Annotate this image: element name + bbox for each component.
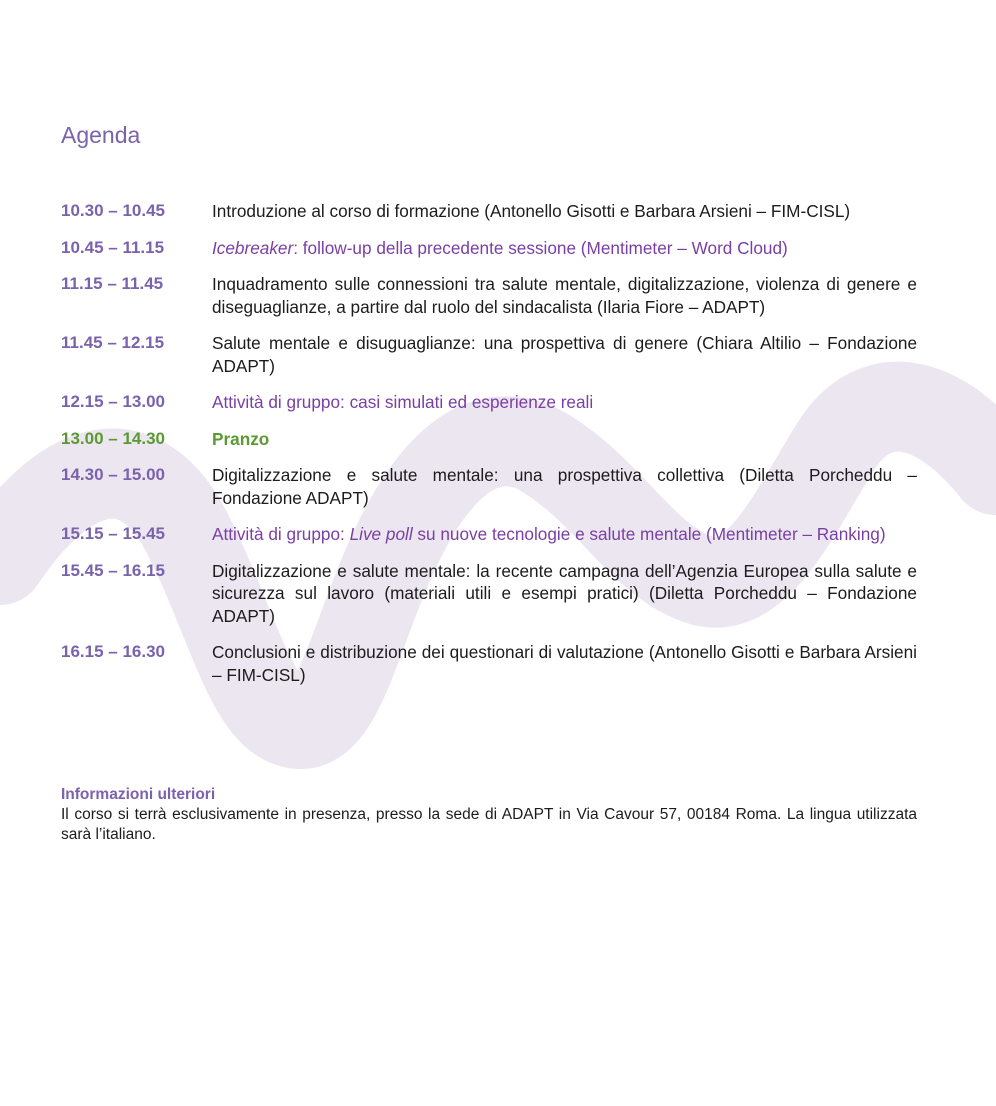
agenda-description [212, 560, 917, 628]
agenda-description-text: : follow-up della precedente sessione (Mentimeter – Word Cloud) [293, 237, 788, 258]
agenda-row [61, 428, 917, 451]
agenda-description-text: Attività di gruppo: [212, 524, 350, 544]
agenda-description-text: Icebreaker [212, 237, 294, 258]
agenda-description [212, 237, 917, 260]
agenda-description [212, 428, 917, 451]
agenda-description-text: Salute mentale e disuguaglianze: una prospettiva di genere (Chiara Altilio – Fondazione ADAPT) [212, 333, 917, 376]
agenda-time: 11.15 – 11.45 [61, 274, 164, 293]
agenda-time: 16.15 – 16.30 [61, 642, 165, 661]
agenda-description-text: Inquadramento sulle connessioni tra salute mentale, digitalizzazione, violenza di genere e diseguaglianze, a partire dal ruolo del sindacalista (Ilaria Fiore – ADAPT) [212, 274, 917, 317]
agenda-row [61, 391, 917, 414]
agenda-row [61, 641, 917, 686]
agenda-time: 10.45 – 11.15 [61, 237, 165, 257]
agenda-time: 11.45 – 12.15 [61, 333, 165, 352]
info-section [61, 785, 917, 845]
agenda-row [61, 332, 917, 377]
agenda-row [61, 237, 917, 260]
agenda-description [212, 200, 917, 223]
agenda-description [212, 273, 917, 318]
agenda-row [61, 200, 917, 223]
agenda-time: 15.45 – 16.15 [61, 560, 165, 580]
agenda-description [212, 464, 917, 509]
agenda-description-text: Digitalizzazione e salute mentale: la recente campagna dell’Agenzia Europea sulla salute e sicurezza sul lavoro (materiali utili e esempi pratici) (Diletta Porcheddu – Fondazione ADAPT) [212, 560, 917, 626]
agenda-description [212, 641, 917, 686]
agenda-time: 13.00 – 14.30 [61, 428, 165, 448]
agenda-description-text: su nuove tecnologie e salute mentale (Mentimeter – Ranking) [412, 524, 886, 544]
info-title: Informazioni ulteriori [61, 786, 216, 803]
agenda-time: 10.30 – 10.45 [61, 201, 165, 220]
agenda-description-text: Attività di gruppo: casi simulati ed esperienze reali [212, 392, 594, 412]
agenda-description-text: Introduzione al corso di formazione (Antonello Gisotti e Barbara Arsieni – FIM-CISL) [212, 201, 851, 221]
agenda-description-text: Conclusioni e distribuzione dei questionari di valutazione (Antonello Gisotti e Barbara Arsieni – FIM-CISL) [212, 642, 917, 685]
agenda-time: 14.30 – 15.00 [61, 465, 165, 484]
page-title: Agenda [61, 122, 141, 148]
agenda-time: 12.15 – 13.00 [61, 392, 165, 411]
agenda-description [212, 332, 917, 377]
agenda-description-text: Live poll [349, 524, 413, 544]
agenda-description [212, 391, 917, 414]
agenda-description-text: Digitalizzazione e salute mentale: una prospettiva collettiva (Diletta Porcheddu – Fondazione ADAPT) [212, 465, 917, 508]
agenda-description [212, 523, 917, 546]
agenda-time: 15.15 – 15.45 [61, 524, 165, 543]
agenda-row [61, 273, 917, 318]
agenda-row [61, 464, 917, 509]
info-text: Il corso si terrà esclusivamente in presenza, presso la sede di ADAPT in Via Cavour 57, 00184 Roma. La lingua utilizzata sarà l’italiano. [61, 806, 917, 843]
agenda-description-text: Pranzo [212, 428, 270, 449]
agenda-list [61, 200, 917, 700]
agenda-row [61, 523, 917, 546]
agenda-row [61, 560, 917, 628]
